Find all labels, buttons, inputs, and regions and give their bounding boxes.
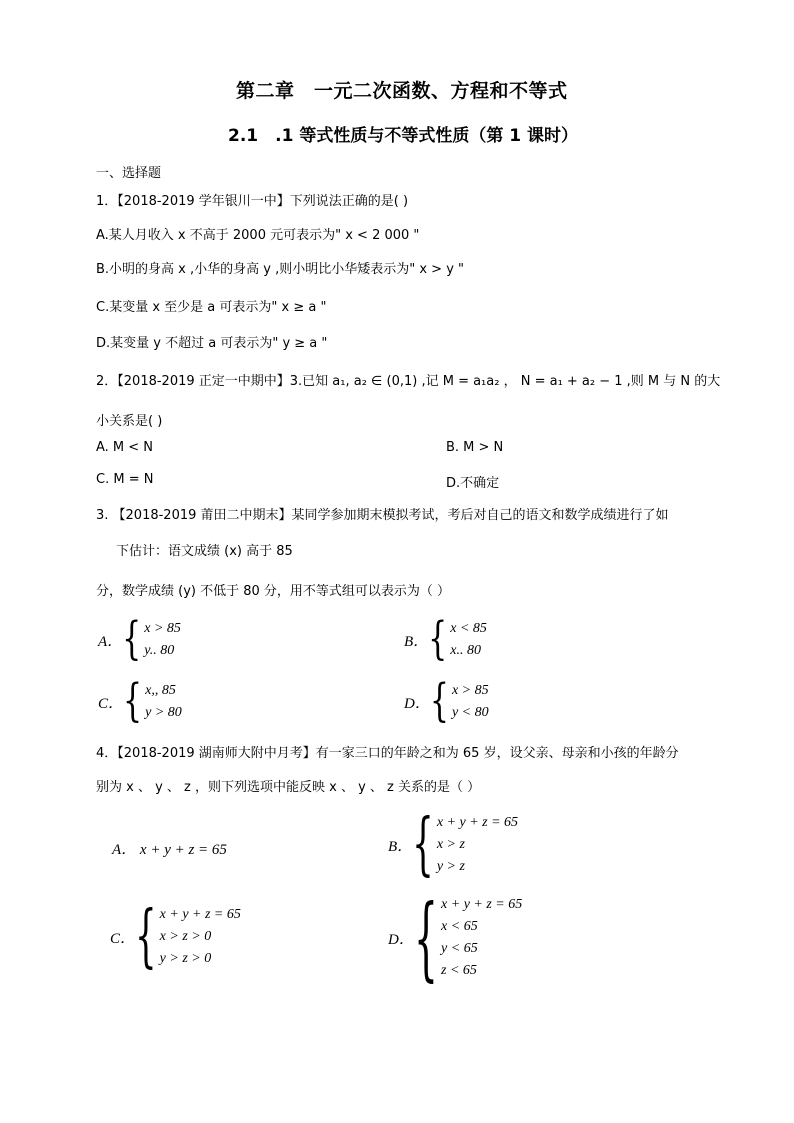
system-row: z < 65: [441, 963, 477, 978]
q4-option-c-system: [160, 904, 241, 970]
brace-icon: {: [429, 675, 449, 728]
q1-stem: 1．【2018-2019 学年银川一中】下列说法正确的是( ): [96, 194, 409, 209]
system-row: x,, 85: [145, 683, 176, 698]
system-row: x < 85: [450, 621, 487, 636]
page-subtitle: 2.1 .1 等式性质与不等式性质（第 1 课时）: [228, 126, 578, 146]
system-row: y > 80: [145, 705, 182, 720]
q2-stem-line2: 小关系是( ): [96, 414, 163, 429]
q2-option-b: B. M > N: [446, 440, 504, 455]
q4-option-b-label: B．: [388, 838, 413, 855]
q3-option-a-label: A．: [98, 633, 123, 650]
q3-stem-line1: 3. 【2018-2019 莆田二中期末】某同学参加期末模拟考试，考后对自己的语文和数学成绩进行了如: [96, 508, 669, 523]
brace-icon: {: [413, 885, 439, 991]
q3-option-d: [404, 675, 489, 728]
system-row: y > z > 0: [159, 951, 212, 966]
section-heading: 一、选择题: [96, 166, 162, 181]
system-row: x.. 80: [450, 643, 481, 658]
system-row: y > z: [436, 859, 465, 874]
system-row: y < 80: [451, 705, 489, 720]
q1-option-a: A.某人月收入 x 不高于 2000 元可表示为" x < 2 000 ": [96, 228, 420, 243]
q2-option-d: D.不确定: [446, 476, 500, 491]
q4-option-a: A． x + y + z = 65: [112, 842, 227, 858]
q4-stem-line1: 4．【2018-2019 湖南师大附中月考】有一家三口的年龄之和为 65 岁，设父亲、母亲和小孩的年龄分: [96, 746, 679, 761]
q3-option-a-system: [144, 618, 181, 662]
brace-icon: {: [428, 613, 448, 666]
q4-option-b-system: [437, 812, 518, 878]
q3-stem-line3: 分，数学成绩 (y) 不低于 80 分，用不等式组可以表示为（ ）: [96, 584, 451, 599]
q3-option-b-label: B．: [404, 633, 429, 650]
system-row: x > 85: [451, 683, 489, 698]
brace-icon: {: [123, 675, 143, 728]
q3-option-a: [98, 613, 181, 666]
system-row: x > z: [436, 837, 465, 852]
q4-option-c: [110, 897, 241, 977]
brace-icon: {: [122, 613, 142, 666]
q4-option-b: [388, 805, 519, 885]
system-row: y < 65: [441, 941, 478, 956]
brace-icon: {: [135, 897, 157, 977]
system-row: x + y + z = 65: [436, 815, 519, 830]
system-row: x > z > 0: [159, 929, 212, 944]
q4-option-c-label: C．: [110, 930, 136, 947]
q1-option-b: B.小明的身高 x ,小华的身高 y ,则小明比小华矮表示为" x > y ": [96, 262, 464, 277]
page-title: 第二章 一元二次函数、方程和不等式: [236, 80, 568, 102]
q4-option-d-system: [441, 894, 522, 982]
q3-option-c-label: C．: [98, 695, 124, 712]
system-row: x > 85: [144, 621, 181, 636]
q3-option-d-system: [452, 680, 489, 724]
q3-option-c-system: [145, 680, 182, 724]
q1-option-d: D.某变量 y 不超过 a 可表示为" y ≥ a ": [96, 336, 328, 351]
q1-option-c: C.某变量 x 至少是 a 可表示为" x ≥ a ": [96, 300, 327, 315]
q4-option-d: [388, 885, 523, 991]
q2-stem-line1: 2．【2018-2019 正定一中期中】3.已知 a₁, a₂ ∈ (0,1) ,记 M = a₁a₂ ， N = a₁ + a₂ − 1 ,则 M 与 N 的大: [96, 374, 721, 389]
system-row: x < 65: [441, 919, 478, 934]
q2-option-c: C. M = N: [96, 472, 154, 487]
q3-stem-line2: 下估计：语文成绩 (x) 高于 85: [116, 544, 293, 559]
brace-icon: {: [412, 805, 434, 885]
q3-option-c: [98, 675, 182, 728]
system-row: x + y + z = 65: [441, 897, 523, 912]
q3-option-b: [404, 613, 487, 666]
q4-option-d-label: D．: [388, 931, 414, 948]
q3-option-b-system: [450, 618, 487, 662]
q3-option-d-label: D．: [404, 695, 430, 712]
system-row: y.. 80: [144, 643, 175, 658]
system-row: x + y + z = 65: [159, 907, 241, 922]
q2-option-a: A. M < N: [96, 440, 154, 455]
q4-stem-line2: 别为 x 、 y 、 z ，则下列选项中能反映 x 、 y 、 z 关系的是（ ）: [96, 780, 481, 795]
